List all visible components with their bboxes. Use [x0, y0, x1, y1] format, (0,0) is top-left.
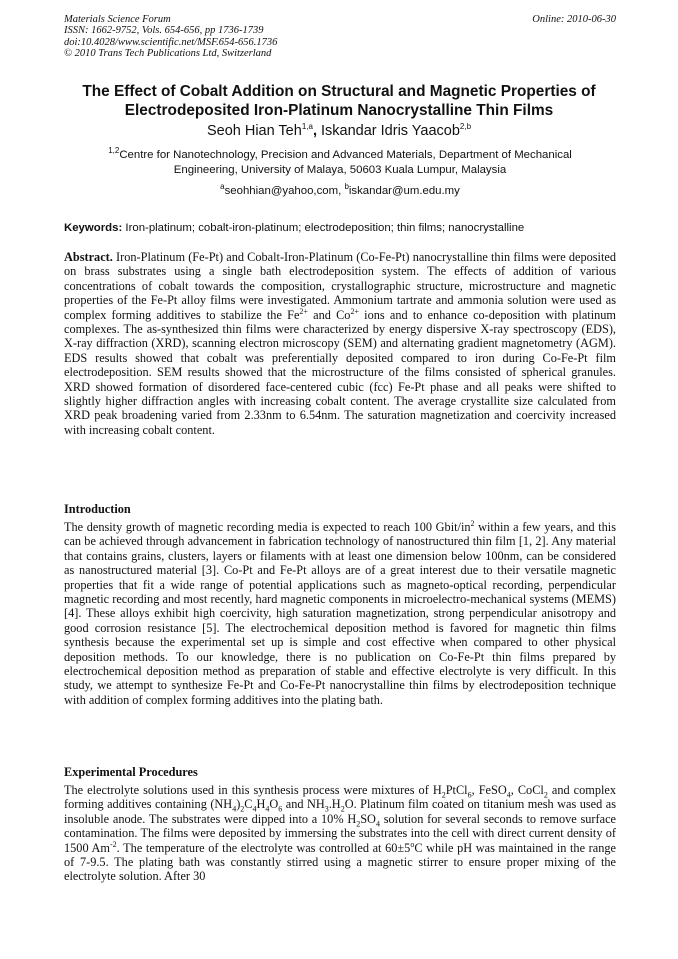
exp-text: solution for several seconds to remove surface contamination. The films were deposited by immersing the substrates into the cell with direct current density of 1500 Am: [64, 811, 616, 855]
abstract: [64, 250, 616, 437]
unit-superscript: 2: [470, 518, 475, 528]
subscript: 3: [324, 804, 329, 814]
journal-header: [64, 14, 616, 60]
email-marker: b: [344, 182, 349, 192]
experimental-text: [64, 783, 616, 884]
subscript: 6: [278, 804, 283, 814]
subscript: 4: [265, 804, 270, 814]
subscript: 4: [252, 804, 257, 814]
journal-issn: ISSN: 1662-9752, Vols. 654-656, pp 1736-1739: [64, 25, 264, 37]
title-line-1: The Effect of Cobalt Addition on Structural and Magnetic Properties of: [82, 83, 596, 100]
author-list: [40, 122, 638, 140]
author-affil-marker: 1,a: [301, 122, 313, 132]
subscript: 4: [375, 819, 380, 829]
subscript: 2: [340, 804, 345, 814]
exp-text: . The temperature of the electrolyte was controlled at 60±5: [116, 840, 411, 855]
keywords: [64, 221, 624, 236]
exp-text: , FeSO: [471, 783, 507, 797]
affil-marker: 1,2: [108, 146, 120, 156]
affil-line-2: Engineering, University of Malaya, 50603 Kuala Lumpur, Malaysia: [173, 164, 507, 176]
keywords-label: Keywords:: [64, 222, 123, 234]
exp-text: PtCl: [445, 783, 468, 797]
subscript: 2: [240, 804, 245, 814]
online-date: Online: 2010-06-30: [532, 14, 616, 25]
charge-superscript: 2+: [299, 306, 308, 316]
journal-doi: doi:10.4028/www.scientific.net/MSF.654-656.1736: [64, 36, 278, 48]
abstract-text: Iron-Platinum (Fe-Pt) and Cobalt-Iron-Platinum (Co-Fe-Pt) nanocrystalline thin films were deposited on brass substrates using a single bath electrodeposition system. The effects of addition of various concentrations of cobalt towards the composition, crystallographic structure, microstructure and magnetic properties of the Fe-Pt alloy films were investigated. Ammonium tartrate and ammonia solution were used as complex forming additives to stabilize the Fe: [64, 250, 616, 322]
abstract-text: and Co: [307, 307, 351, 322]
email-link[interactable]: seohhian@yahoo,com,: [224, 185, 345, 197]
email-link[interactable]: iskandar@um.edu.my: [348, 185, 460, 197]
subscript: 2: [543, 790, 548, 800]
intro-text: The density growth of magnetic recording media is expected to reach 100 Gbit/in: [64, 520, 471, 534]
exp-text: ): [236, 797, 241, 812]
exp-text: and NH: [282, 797, 325, 812]
keywords-text: Iron-platinum; cobalt-iron-platinum; electrodeposition; thin films; nanocrystalline: [122, 222, 525, 234]
exp-text: H: [256, 797, 266, 812]
author-emails: [64, 184, 616, 199]
unit-superscript: -2: [110, 839, 117, 849]
introduction-text: [64, 520, 616, 707]
subscript: 6: [467, 790, 472, 800]
charge-superscript: 2+: [350, 306, 359, 316]
author-affil-marker: 2,b: [459, 122, 472, 132]
exp-text: C while pH was maintained in the range of 7-9.5. The plating bath was constantly stirred using a magnetic stirrer to ensure proper mixing of the electrolyte solution. After 30: [64, 840, 616, 884]
degree-superscript: o: [410, 839, 415, 849]
abstract-text: ions and to enhance co-deposition with platinum complexes. The as-synthesized thin films were characterized by energy dispersive X-ray spectroscopy (EDS), X-ray diffraction (XRD), scanning electron microscopy (SEM) and alternating gradient magnetometry (AGM). EDS results showed that cobalt was preferentially deposited compared to iron during Co-Fe-Pt film electrodeposition. SEM results showed that the microstructure of the films consisted of spherical granules. XRD showed formation of disordered face-centered cubic (fcc) Fe-Pt phase and all peaks were shifted to slightly higher diffraction angles with increasing cobalt content. The average crystallite size calculated from XRD peak broadening varied from 2.33nm to 6.54nm. The saturation magnetization and coercivity increased with increasing cobalt content.: [64, 307, 616, 437]
exp-text: O. Platinum film coated on titanium mesh was used as insoluble anode. The substrates were dipped into a 10% H: [64, 797, 616, 826]
exp-text: SO: [360, 811, 376, 826]
intro-text: within a few years, and this can be achieved through advancement in fabrication technology of nanostructured thin film [1, 2]. Any material that contains grains, clusters, layers or filaments with at least one dimension below 100nm, can be considered as nanostructured material [3]. Co-Pt and Fe-Pt alloys are of a great interest due to their versatile magnetic properties that fit a wide range of potential applications such as magneto-optical recording, perpendicular magnetic recording and most recently, hard magnetic components in microelectro-mechanical systems (MEMS) [4]. These alloys exhibit high coercivity, high saturation magnetization, strong perpendicular anisotropy and good corrosion resistance [5]. The electrochemical deposition method is favored for magnetic thin films synthesis because the experimental set up is simple and cost effective when compared to other physical deposition methods. To our knowledge, there is no publication on Co-Fe-Pt thin films prepared by electrochemical deposition method as preparation of stable and effective electrolyte is very difficult. In this study, we attempt to synthesize Fe-Pt and Co-Fe-Pt nanocrystalline thin films by electrodeposition technique with addition of complex forming additives into the plating bath.: [64, 520, 616, 707]
author-name: Iskandar Idris Yaacob: [321, 123, 460, 139]
title-line-2: Electrodeposited Iron-Platinum Nanocrystalline Thin Films: [124, 102, 554, 119]
exp-text: C: [244, 797, 253, 812]
author-name: Seoh Hian Teh: [206, 123, 302, 139]
exp-text: O: [269, 797, 279, 812]
affiliation: [64, 148, 616, 178]
subscript: 2: [356, 819, 361, 829]
exp-text: , CoCl: [510, 783, 544, 797]
subscript: 2: [441, 790, 446, 800]
subscript: 4: [506, 790, 511, 800]
journal-name: Materials Science Forum: [64, 14, 171, 25]
exp-text: and complex forming additives containing (NH: [64, 783, 616, 812]
exp-text: The electrolyte solutions used in this synthesis process were mixtures of H: [64, 783, 442, 797]
paper-title: [40, 82, 638, 120]
affil-line-1: Centre for Nanotechnology, Precision and Advanced Materials, Department of Mechanical: [119, 149, 572, 161]
exp-text: .H: [328, 797, 341, 812]
introduction-heading: Introduction: [64, 502, 131, 516]
experimental-heading: Experimental Procedures: [64, 765, 198, 779]
journal-copyright: © 2010 Trans Tech Publications Ltd, Switzerland: [64, 48, 272, 60]
email-marker: a: [220, 182, 225, 192]
author-separator: ,: [312, 123, 321, 139]
abstract-label: Abstract.: [64, 250, 113, 264]
subscript: 4: [232, 804, 237, 814]
